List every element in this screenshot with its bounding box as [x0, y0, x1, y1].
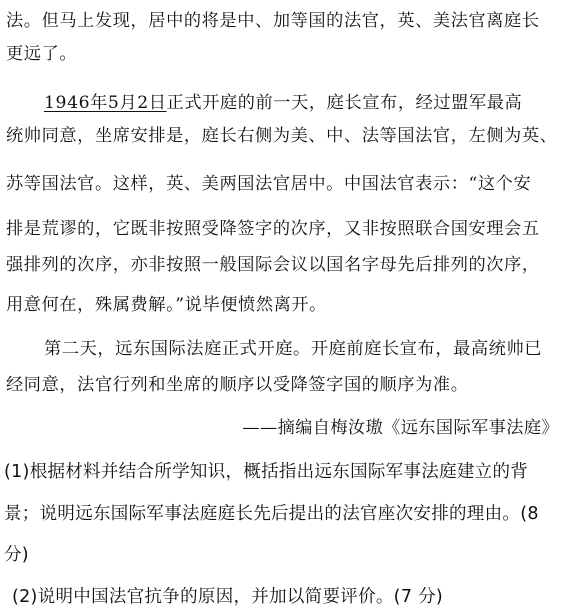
passage-line: 用意何在，殊属费解。”说毕便愤然离开。: [6, 295, 327, 315]
passage-line: 排是荒谬的，它既非按照受降签字的次序，又非按照联合国安理会五: [6, 219, 540, 239]
question-1-line: 景；说明远东国际军事法庭庭长先后提出的法官座次安排的理由。(8: [4, 504, 539, 524]
passage-line: 苏等国法官。这样，英、美两国法官居中。中国法官表示：“这个安: [6, 174, 532, 194]
passage-line: 法。但马上发现，居中的将是中、加等国的法官，英、美法官离庭长: [6, 11, 540, 31]
passage-line: 经同意，法官行列和坐席的顺序以受降签字国的顺序为准。: [6, 375, 469, 395]
passage-line: 统帅同意，坐席安排是，庭长右侧为美、中、法等国法官，左侧为英、: [6, 126, 558, 146]
question-2-line: (2)说明中国法官抗争的原因，并加以简要评价。(7 分): [12, 587, 444, 607]
passage-line: 第二天，远东国际法庭正式开庭。开庭前庭长宣布，最高统帅已: [44, 339, 543, 359]
paragraph-2-line-1: [44, 92, 559, 114]
question-1-line: (1)根据材料并结合所学知识，概括指出远东国际军事法庭建立的背: [4, 462, 529, 482]
passage-line: 强排列的次序，亦非按照一般国际会议以国名字母先后排列的次序，: [6, 255, 540, 275]
passage-text: 正式开庭的前一天，庭长宣布，经过盟军最高: [166, 93, 523, 113]
date-underlined: 1946年5月2日: [44, 93, 167, 113]
passage-line: 更远了。: [6, 44, 78, 64]
question-1-line: 分): [4, 545, 29, 565]
source-citation: ——摘编自梅汝璈《远东国际军事法庭》: [242, 418, 559, 438]
